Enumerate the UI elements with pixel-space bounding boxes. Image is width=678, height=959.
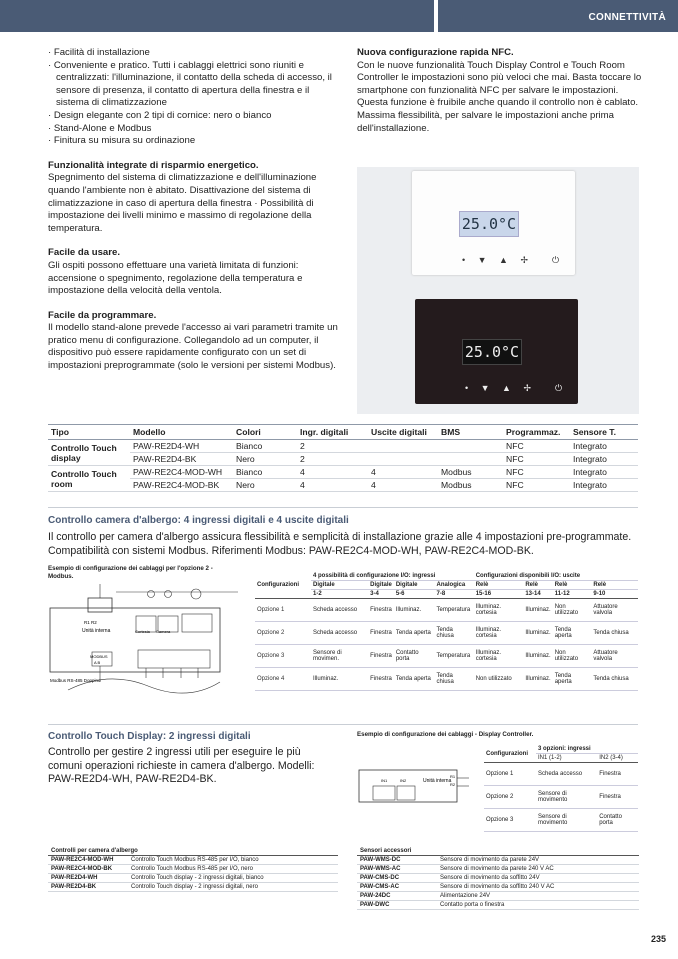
col-header: Relè	[474, 581, 524, 590]
cell: Integrato	[570, 453, 638, 466]
cell: Sensore di movimento da soffitto 240 V AC	[437, 883, 639, 892]
table-row	[48, 865, 338, 874]
cell: Illuminaz.	[523, 622, 552, 645]
table-row	[357, 865, 639, 874]
r1r2-label: R1 R2	[84, 620, 97, 625]
col-header: 3-4	[368, 590, 394, 599]
energy-title: Funzionalità integrate di risparmio energetico.	[48, 159, 259, 171]
nfc-title: Nuova configurazione rapida NFC.	[357, 47, 514, 58]
cell: 4	[297, 466, 368, 479]
cell: Illuminaz.	[523, 645, 552, 668]
table-row	[48, 856, 338, 865]
table-row	[357, 883, 639, 892]
cell: Opzione 2	[484, 786, 536, 809]
table-header-row	[48, 847, 338, 856]
cell: Alimentazione 24V	[437, 892, 639, 901]
r1-label: R1	[450, 774, 456, 779]
cell: Temperatura	[435, 599, 474, 622]
touch-section-title: Controllo Touch Display: 2 ingressi digitali	[48, 731, 251, 742]
cell: 4	[368, 479, 438, 492]
cell: Controllo Touch display - 2 ingressi digitali, bianco	[128, 874, 338, 883]
table-row	[357, 856, 639, 865]
black-controller-image	[415, 299, 578, 404]
cell: PAW-RE2D4-BK	[130, 453, 233, 466]
cell: Integrato	[570, 440, 638, 453]
cell: PAW-RE2C4-MOD-WH	[48, 856, 128, 865]
cell: Opzione 4	[255, 668, 311, 691]
col-header: Sensore T.	[570, 425, 638, 440]
cell: PAW-24DC	[357, 892, 437, 901]
cell: Scheda accesso	[311, 599, 368, 622]
table-row	[357, 874, 639, 883]
cell: Attuatore valvola	[591, 645, 638, 668]
col-header: 9-10	[591, 590, 638, 599]
cell: Controllo Touch Modbus RS-485 per I/O, bianco	[128, 856, 338, 865]
table-header-row	[255, 572, 638, 581]
hotel-section-title: Controllo camera d'albergo: 4 ingressi digitali e 4 uscite digitali	[48, 515, 349, 526]
cell: PAW-CMS-AC	[357, 883, 437, 892]
cell: Sensore di movimento	[536, 809, 597, 832]
cell: PAW-DWC	[357, 901, 437, 910]
cell: Sensore di movimen.	[311, 645, 368, 668]
type-cell: Controllo Touch display	[48, 440, 130, 466]
col-header: Relè	[523, 581, 552, 590]
cell: NFC	[503, 453, 570, 466]
cell: Attuatore valvola	[591, 599, 638, 622]
col-header: Digitale	[311, 581, 368, 590]
cell: Nero	[233, 479, 297, 492]
table-row	[48, 453, 638, 466]
cell: Modbus	[438, 466, 503, 479]
touch-config-table	[484, 745, 638, 832]
table-row	[48, 883, 338, 892]
feature-item: · Design elegante con 2 tipi di cornice: nero o bianco	[48, 109, 272, 121]
table-row	[255, 599, 638, 622]
camera-label: Camera	[156, 629, 171, 634]
cell: Tenda chiusa	[435, 622, 474, 645]
cell: Tenda chiusa	[591, 668, 638, 691]
table-header-row	[484, 745, 638, 754]
table-row	[48, 440, 638, 453]
col-header: 15-16	[474, 590, 524, 599]
modbus-label: MODBUS	[90, 654, 108, 659]
cell: Temperatura	[435, 645, 474, 668]
col-header: IN2 (3-4)	[597, 754, 638, 763]
white-controller-image	[412, 171, 575, 275]
feature-item: · Stand-Alone e Modbus	[48, 122, 152, 134]
cell: Controllo Touch display - 2 ingressi digitali, nero	[128, 883, 338, 892]
cell: Integrato	[570, 479, 638, 492]
cell: Contatto porta	[394, 645, 435, 668]
table-row	[255, 645, 638, 668]
cell: Finestra	[368, 668, 394, 691]
cell: Tenda aperta	[553, 668, 592, 691]
col-header: Digitale	[394, 581, 435, 590]
black-lcd-display: 25.0°C	[462, 339, 522, 365]
cell: Opzione 1	[255, 599, 311, 622]
in2-label: IN2	[400, 778, 407, 783]
cell: Tenda chiusa	[591, 622, 638, 645]
col-header: 5-6	[394, 590, 435, 599]
cell: Contatto porta	[597, 809, 638, 832]
col-header: 11-12	[553, 590, 592, 599]
table-row	[255, 668, 638, 691]
hotel-config-table	[255, 572, 638, 691]
cell: PAW-CMS-DC	[357, 874, 437, 883]
cell	[368, 440, 438, 453]
r2-label: R2	[450, 782, 456, 787]
table-row	[484, 809, 638, 832]
cell: Non utilizzato	[474, 668, 524, 691]
easy-text: Gli ospiti possono effettuare una varietà limitata di funzioni: accensione o spegnimento, regolazione della temperatura e impostazione della velocità della ventola.	[48, 259, 303, 297]
device-photo-panel	[357, 167, 639, 414]
cell: Sensore di movimento	[536, 786, 597, 809]
modbus-rs-label: Modbus RS-485 Doppino	[50, 678, 101, 683]
col-header: Modello	[130, 425, 233, 440]
cell: PAW-RE2C4-MOD-WH	[130, 466, 233, 479]
energy-text: Spegnimento del sistema di climatizzazione e dell'illuminazione quando l'ambiente non è abitato. Disattivazione del sistema di climatizzazione in caso di apertura della finestra · Possibilità di impostazione dei livelli minimo e massimo di regolazione della temperatura.	[48, 172, 317, 234]
cell: Illuminaz. cortesia	[474, 622, 524, 645]
col-header: 7-8	[435, 590, 474, 599]
cell: Finestra	[368, 622, 394, 645]
prog-title: Facile da programmare.	[48, 309, 157, 321]
cell: Illuminaz.	[523, 668, 552, 691]
table-row	[357, 892, 639, 901]
cell: Scheda accesso	[311, 622, 368, 645]
table-header-row	[357, 847, 639, 856]
cell: Integrato	[570, 466, 638, 479]
cell: PAW-RE2C4-MOD-BK	[130, 479, 233, 492]
cell: PAW-RE2D4-WH	[130, 440, 233, 453]
controls-title: Controlli per camera d'albergo	[48, 847, 338, 856]
col-label: Configurazioni	[484, 745, 536, 763]
col-header: Analogica	[435, 581, 474, 590]
table-row	[255, 622, 638, 645]
cell: PAW-WMS-DC	[357, 856, 437, 865]
cell: Tenda aperta	[394, 622, 435, 645]
left-column	[48, 47, 338, 381]
cell: NFC	[503, 440, 570, 453]
prog-text: Il modello stand-alone prevede l'accesso ai vari parametri tramite un pratico menu di configurazione. Collegandolo ad un computer, il dispositivo può essere rapidamente configurato con un set di impostazioni preprogrammate (solo le versioni per sistemi Modbus).	[48, 322, 338, 372]
ab-label: A B	[94, 660, 101, 665]
cell: Tenda aperta	[394, 668, 435, 691]
group-header-outputs: Configurazioni disponibili I/O: uscite	[474, 572, 638, 581]
table-row	[48, 874, 338, 883]
cell: Finestra	[597, 786, 638, 809]
white-control-icons: • ▼ ▲ ✢	[462, 255, 534, 265]
cell: 4	[368, 466, 438, 479]
controls-table	[48, 847, 338, 892]
cell: Non utilizzato	[553, 645, 592, 668]
cell: Opzione 2	[255, 622, 311, 645]
touch-diagram-caption: Esempio di configurazione dei cablaggi - Display Controller.	[357, 731, 534, 738]
cell: Illuminaz.	[311, 668, 368, 691]
models-table	[48, 424, 638, 492]
feature-item: · Facilità di installazione	[48, 47, 150, 58]
group-header-inputs: 4 possibilità di configurazione I/O: ingressi	[311, 572, 474, 581]
cell: Illuminaz. cortesia	[474, 645, 524, 668]
cell: PAW-WMS-AC	[357, 865, 437, 874]
cell: Sensore di movimento da parete 24V	[437, 856, 639, 865]
cell: Scheda accesso	[536, 763, 597, 786]
black-control-icons: • ▼ ▲ ✢	[465, 383, 537, 393]
page-number: 235	[650, 934, 666, 944]
unit-label: Unità interna	[423, 778, 452, 784]
easy-title: Facile da usare.	[48, 247, 120, 259]
hotel-wiring-diagram	[48, 582, 248, 704]
cell: Opzione 3	[484, 809, 536, 832]
right-column	[357, 47, 642, 135]
cell	[438, 453, 503, 466]
cell: Finestra	[368, 645, 394, 668]
table-row	[357, 901, 639, 910]
table-header-row	[255, 590, 638, 599]
cell: Sensore di movimento da soffitto 24V	[437, 874, 639, 883]
cell: PAW-RE2D4-WH	[48, 874, 128, 883]
table-row	[48, 479, 638, 492]
white-lcd-display: 25.0°C	[459, 211, 519, 237]
table-row	[484, 786, 638, 809]
cell: Opzione 1	[484, 763, 536, 786]
cell: Bianco	[233, 466, 297, 479]
cell: PAW-RE2C4-MOD-BK	[48, 865, 128, 874]
unit-label: Unità interna	[82, 628, 111, 634]
col-header: Tipo	[48, 425, 130, 440]
power-icon: ⏻	[552, 255, 560, 265]
col-header: Uscite digitali	[368, 425, 438, 440]
cell: Nero	[233, 453, 297, 466]
col-header: Colori	[233, 425, 297, 440]
nfc-text: Con le nuove funzionalità Touch Display Control e Touch Room Controller le impostazioni sono più veloci che mai. Basta toccare lo smartphone con funzionalità NFC per salvare le impostazioni. Questa funzione è fruibile anche quando il controllo non è cablato. Massima flessibilità, per salvare le impostazioni anche prima dell'installazione.	[357, 59, 642, 134]
cell: 4	[297, 479, 368, 492]
cell: Finestra	[597, 763, 638, 786]
col-header: Relè	[553, 581, 592, 590]
group-header: 3 opzioni: ingressi	[536, 745, 638, 754]
section-divider	[48, 724, 638, 725]
col-header: Relè	[591, 581, 638, 590]
cell: Tenda chiusa	[435, 668, 474, 691]
cell: Opzione 3	[255, 645, 311, 668]
cell: PAW-RE2D4-BK	[48, 883, 128, 892]
col-label: Configurazioni	[255, 572, 311, 599]
col-header: Digitale	[368, 581, 394, 590]
section-tab: CONNETTIVITÀ	[438, 0, 678, 32]
cell: NFC	[503, 479, 570, 492]
col-header: BMS	[438, 425, 503, 440]
cell: Illuminaz.	[523, 599, 552, 622]
header-bar	[0, 0, 434, 32]
col-header: 1-2	[311, 590, 368, 599]
cell: Illuminaz. cortesia	[474, 599, 524, 622]
feature-item: · Finitura su misura su ordinazione	[48, 135, 196, 147]
cell: Sensore di movimento da parete 240 V AC	[437, 865, 639, 874]
table-row	[484, 763, 638, 786]
cell	[438, 440, 503, 453]
features-list	[48, 47, 338, 148]
touch-wiring-diagram	[357, 760, 482, 812]
type-cell: Controllo Touch room	[48, 466, 130, 492]
table-header-row	[48, 425, 638, 440]
cell: NFC	[503, 466, 570, 479]
cortesia-label: Cortesia	[135, 629, 150, 634]
cell	[368, 453, 438, 466]
cell: Finestra	[368, 599, 394, 622]
col-header: Programmaz.	[503, 425, 570, 440]
in1-label: IN1	[381, 778, 388, 783]
cell: Non utilizzato	[553, 599, 592, 622]
col-header: Ingr. digitali	[297, 425, 368, 440]
cell: Bianco	[233, 440, 297, 453]
cell: Contatto porta o finestra	[437, 901, 639, 910]
cell: 2	[297, 453, 368, 466]
power-icon: ⏻	[555, 383, 563, 393]
col-header: 13-14	[523, 590, 552, 599]
touch-text: Controllo per gestire 2 ingressi utili per eseguire le più comuni operazioni richieste in camera d'albergo. Modelli: PAW-RE2D4-WH, PAW-RE2D4-BK.	[48, 746, 315, 785]
cell: Modbus	[438, 479, 503, 492]
section-divider	[48, 507, 638, 508]
cell: Tenda aperta	[553, 622, 592, 645]
hotel-diagram-caption: Esempio di configurazione dei cablaggi per l'opzione 2 - Modbus.	[48, 565, 213, 580]
sensors-title: Sensori accessori	[357, 847, 639, 856]
cell: Controllo Touch Modbus RS-485 per I/O, nero	[128, 865, 338, 874]
cell: 2	[297, 440, 368, 453]
sensors-table	[357, 847, 639, 910]
cell: Illuminaz.	[394, 599, 435, 622]
feature-item: · Conveniente e pratico. Tutti i cablaggi elettrici sono riuniti e centralizzati: l'illuminazione, il contatto della scheda di accesso, il sensore di presenza, il contatto di apertura della finestra e il sistema di climatizzazione	[48, 59, 332, 109]
table-row	[48, 466, 638, 479]
col-header: IN1 (1-2)	[536, 754, 597, 763]
table-header-row	[255, 581, 638, 590]
hotel-text: Il controllo per camera d'albergo assicura flessibilità e semplicità di installazione grazie alle 4 impostazioni pre-programmate. Compatibilità con sistemi Modbus. Riferimenti Modbus: PAW-RE2C4-MOD-WH, PAW-RE2C4-MOD-BK.	[48, 531, 632, 557]
